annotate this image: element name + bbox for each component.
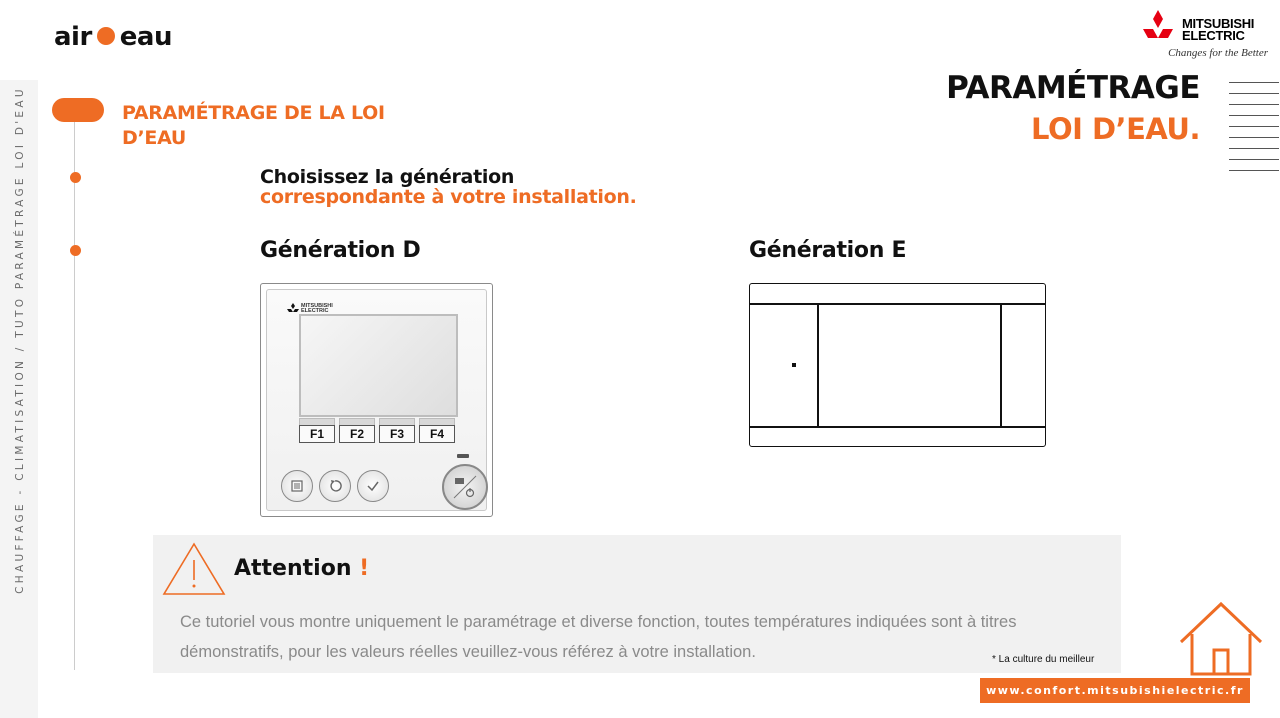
home-icon[interactable] [1178, 600, 1264, 678]
power-led [457, 454, 469, 458]
power-button[interactable] [442, 464, 488, 510]
generation-e-remote[interactable] [749, 283, 1046, 447]
f1-key-label: F1 [299, 425, 335, 443]
remote-e-right-divider [1000, 304, 1002, 426]
timeline-pill [52, 98, 104, 122]
f2-key-label: F2 [339, 425, 375, 443]
remote-logo-line1: MITSUBISHI [301, 303, 333, 309]
decorative-stripes [1229, 82, 1279, 181]
warning-triangle-icon [160, 540, 228, 598]
f3-key-label: F3 [379, 425, 415, 443]
timeline-dot-1 [70, 172, 81, 183]
f4-key[interactable] [419, 418, 455, 443]
remote-e-left-divider [817, 304, 819, 426]
logo-word-eau: eau [119, 22, 172, 52]
remote-d-screen [299, 314, 458, 417]
f3-key[interactable] [379, 418, 415, 443]
attention-title-text: Attention [234, 556, 352, 581]
f1-key[interactable] [299, 418, 335, 443]
generation-d-remote[interactable] [260, 283, 493, 517]
power-mode-icon [450, 472, 480, 502]
checkmark-icon [366, 479, 380, 493]
website-url-link[interactable]: www.confort.mitsubishielectric.fr [980, 678, 1250, 703]
airo-eau-logo [54, 22, 172, 52]
logo-orange-dot [97, 27, 115, 45]
attention-exclamation: ! [359, 556, 370, 581]
mitsubishi-electric-logo [1138, 8, 1268, 64]
side-vertical-label: CHAUFFAGE - CLIMATISATION / TUTO PARAMÉTRAGE LOI D'EAU [14, 86, 26, 594]
maker-name-line2: ELECTRIC [1182, 28, 1245, 43]
logo-word-air: air [54, 22, 92, 52]
generation-d-label: Génération D [260, 238, 421, 263]
timeline-dot-2 [70, 245, 81, 256]
remote-d-face [266, 289, 487, 511]
generation-e-label: Génération E [749, 238, 907, 263]
page-title-line2: LOI D’EAU. [1031, 112, 1200, 146]
menu-icon [290, 479, 304, 493]
maker-name-line1: MITSUBISHI [1182, 16, 1255, 31]
f2-key[interactable] [339, 418, 375, 443]
remote-e-bottom-line [750, 426, 1045, 428]
three-diamonds-icon [1138, 8, 1178, 44]
section-title: PARAMÉTRAGE DE LA LOI D’EAU [122, 102, 385, 149]
return-arrow-icon [328, 479, 342, 493]
instruction-line1: Choisissez la génération [260, 166, 515, 188]
attention-text: Ce tutoriel vous montre uniquement le paramétrage et diverse fonction, toutes températures indiquées sont à titres démonstratifs, pour les valeurs réelles veuillez-vous référez à votre installation. [180, 613, 1017, 661]
remote-logo-line2: ELECTRIC [301, 308, 329, 314]
instruction-line2: correspondante à votre installation. [260, 186, 637, 208]
remote-e-indicator [792, 363, 796, 367]
remote-diamonds-icon [287, 303, 299, 313]
function-keys [299, 418, 459, 444]
confirm-button[interactable] [357, 470, 389, 502]
back-button[interactable] [319, 470, 351, 502]
remote-d-logo [301, 304, 333, 314]
f4-key-label: F4 [419, 425, 455, 443]
menu-button[interactable] [281, 470, 313, 502]
maker-tagline: Changes for the Better [1168, 47, 1268, 59]
timeline-line [74, 120, 75, 670]
maker-name [1182, 18, 1254, 42]
page-title-line1: PARAMÉTRAGE [946, 70, 1200, 106]
attention-title [234, 556, 369, 581]
culture-note: * La culture du meilleur [992, 654, 1095, 665]
